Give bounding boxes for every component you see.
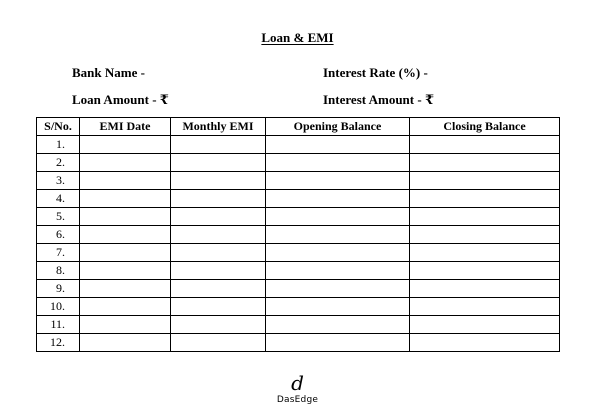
row-serial-number: 2. — [37, 154, 80, 172]
opening-balance-cell — [266, 208, 410, 226]
emi-date-cell — [80, 172, 171, 190]
dasedge-logo — [0, 373, 595, 405]
monthly-emi-cell — [171, 280, 266, 298]
monthly-emi-cell — [171, 172, 266, 190]
table-row — [37, 154, 560, 172]
emi-date-cell — [80, 154, 171, 172]
closing-balance-cell — [410, 298, 560, 316]
opening-balance-cell — [266, 154, 410, 172]
row-serial-number: 5. — [37, 208, 80, 226]
emi-date-cell — [80, 298, 171, 316]
bank-name-label: Bank Name - — [72, 65, 145, 80]
emi-date-cell — [80, 262, 171, 280]
opening-balance-cell — [266, 244, 410, 262]
opening-balance-cell — [266, 136, 410, 154]
monthly-emi-cell — [171, 334, 266, 352]
opening-balance-cell — [266, 262, 410, 280]
interest-rate-label: Interest Rate (%) - — [323, 65, 428, 80]
monthly-emi-cell — [171, 154, 266, 172]
table-row — [37, 208, 560, 226]
opening-balance-cell — [266, 226, 410, 244]
table-row — [37, 298, 560, 316]
row-serial-number: 12. — [37, 334, 80, 352]
table-row — [37, 316, 560, 334]
logo-text: DasEdge — [276, 395, 319, 405]
closing-balance-cell — [410, 244, 560, 262]
table-row — [37, 280, 560, 298]
table-row — [37, 172, 560, 190]
row-serial-number: 7. — [37, 244, 80, 262]
monthly-emi-cell — [171, 316, 266, 334]
monthly-emi-cell — [171, 244, 266, 262]
emi-date-cell — [80, 226, 171, 244]
monthly-emi-cell — [171, 208, 266, 226]
table-row — [37, 334, 560, 352]
emi-date-cell — [80, 208, 171, 226]
emi-date-cell — [80, 334, 171, 352]
header-monthly-emi: Monthly EMI — [171, 118, 266, 136]
table-row — [37, 226, 560, 244]
emi-table — [36, 117, 560, 352]
row-serial-number: 10. — [37, 298, 80, 316]
closing-balance-cell — [410, 334, 560, 352]
emi-date-cell — [80, 316, 171, 334]
emi-date-cell — [80, 190, 171, 208]
opening-balance-cell — [266, 172, 410, 190]
table-row — [37, 244, 560, 262]
closing-balance-cell — [410, 190, 560, 208]
header-opening-balance: Opening Balance — [266, 118, 410, 136]
document-title-text: Loan & EMI — [261, 30, 334, 45]
row-serial-number: 9. — [37, 280, 80, 298]
row-serial-number: 3. — [37, 172, 80, 190]
header-closing-balance: Closing Balance — [410, 118, 560, 136]
header-emi-date: EMI Date — [80, 118, 171, 136]
monthly-emi-cell — [171, 298, 266, 316]
emi-date-cell — [80, 280, 171, 298]
emi-date-cell — [80, 244, 171, 262]
row-serial-number: 8. — [37, 262, 80, 280]
closing-balance-cell — [410, 316, 560, 334]
opening-balance-cell — [266, 190, 410, 208]
opening-balance-cell — [266, 334, 410, 352]
row-serial-number: 11. — [37, 316, 80, 334]
closing-balance-cell — [410, 154, 560, 172]
closing-balance-cell — [410, 208, 560, 226]
closing-balance-cell — [410, 280, 560, 298]
row-serial-number: 6. — [37, 226, 80, 244]
monthly-emi-cell — [171, 226, 266, 244]
monthly-emi-cell — [171, 136, 266, 154]
closing-balance-cell — [410, 226, 560, 244]
row-serial-number: 4. — [37, 190, 80, 208]
table-header-row — [37, 118, 560, 136]
opening-balance-cell — [266, 316, 410, 334]
header-sno: S/No. — [37, 118, 80, 136]
closing-balance-cell — [410, 172, 560, 190]
row-serial-number: 1. — [37, 136, 80, 154]
opening-balance-cell — [266, 280, 410, 298]
emi-date-cell — [80, 136, 171, 154]
interest-amount-label: Interest Amount - ₹ — [323, 92, 434, 107]
closing-balance-cell — [410, 262, 560, 280]
table-row — [37, 136, 560, 154]
monthly-emi-cell — [171, 262, 266, 280]
logo-mark: d — [291, 371, 304, 395]
table-body — [37, 136, 560, 352]
opening-balance-cell — [266, 298, 410, 316]
document-title — [0, 30, 595, 46]
loan-amount-label: Loan Amount - ₹ — [72, 92, 169, 107]
monthly-emi-cell — [171, 190, 266, 208]
closing-balance-cell — [410, 136, 560, 154]
table-row — [37, 190, 560, 208]
table-row — [37, 262, 560, 280]
